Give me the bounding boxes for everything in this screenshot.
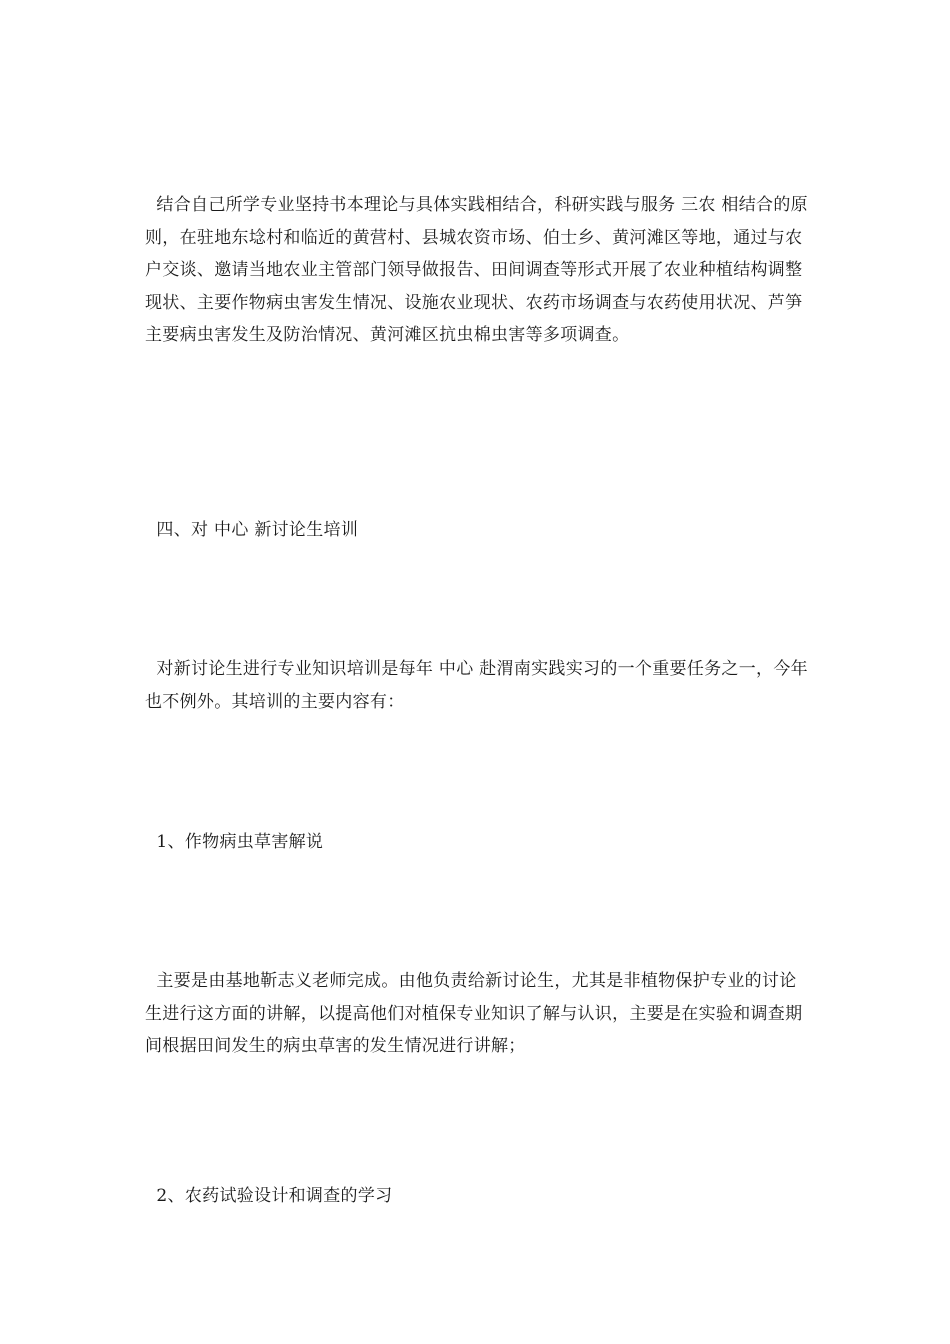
survey-paragraph: 结合自己所学专业坚持书本理论与具体实践相结合，科研实践与服务 三农 相结合的原则，在驻地东埝村和临近的黄营村、县城农资市场、伯士乡、黄河滩区等地，通过与农户交谈、邀请当地农业主管部门领导做报告、田间调查等形式开展了农业种植结构调整现状、主要作物病虫害发生情况、设施农业现状、农药市场调查与农药使用状况、芦笋主要病虫害发生及防治情况、黄河滩区抗虫棉虫害等多项调查。 <box>145 195 808 345</box>
pest-explanation-paragraph: 主要是由基地靳志义老师完成。由他负责给新讨论生，尤其是非植物保护专业的讨论生进行这方面的讲解，以提高他们对植保专业知识了解与认识，主要是在实验和调查期间根据田间发生的病虫草害的发生情况进行讲解； <box>145 971 803 1056</box>
subheading-two: 2、农药试验设计和调查的学习 <box>145 1186 393 1206</box>
training-intro-paragraph: 对新讨论生进行专业知识培训是每年 中心 赴渭南实践实习的一个重要任务之一，今年也不例外。其培训的主要内容有： <box>145 659 808 712</box>
subheading-one: 1、作物病虫草害解说 <box>145 832 324 852</box>
section-heading-four: 四、对 中心 新讨论生培训 <box>145 520 359 540</box>
